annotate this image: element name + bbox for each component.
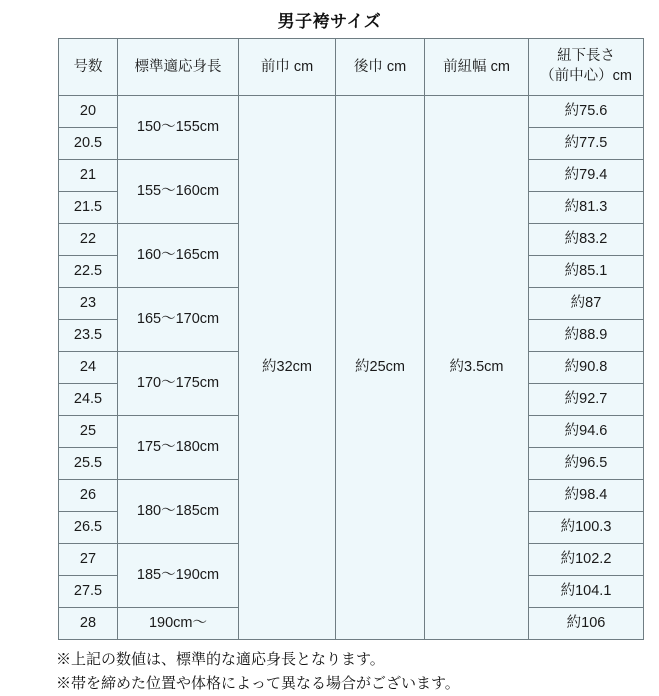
cell-size-number: 22 [59, 224, 118, 256]
cell-size-number: 24 [59, 352, 118, 384]
cell-standard-height: 165〜170cm [118, 288, 239, 352]
cell-size-number: 27.5 [59, 576, 118, 608]
table-row [59, 96, 644, 128]
cell-standard-height: 155〜160cm [118, 160, 239, 224]
cell-standard-height: 150〜155cm [118, 96, 239, 160]
cell-under-cord-length: 約81.3 [529, 192, 644, 224]
cell-size-number: 23 [59, 288, 118, 320]
cell-under-cord-length: 約104.1 [529, 576, 644, 608]
cell-size-number: 26 [59, 480, 118, 512]
column-header-under-cord-length [529, 39, 644, 96]
note-line-1: ※上記の数値は、標準的な適応身長となります。 [56, 651, 385, 668]
cell-standard-height: 170〜175cm [118, 352, 239, 416]
cell-standard-height: 185〜190cm [118, 544, 239, 608]
note-line-2: ※帯を締めた位置や体格によって異なる場合がございます。 [56, 675, 460, 692]
cell-standard-height: 160〜165cm [118, 224, 239, 288]
column-header-front-cord-width: 前紐幅 cm [425, 39, 529, 96]
cell-size-number: 25 [59, 416, 118, 448]
cell-size-number: 28 [59, 608, 118, 640]
cell-under-cord-length: 約79.4 [529, 160, 644, 192]
page-title: 男子袴サイズ [277, 12, 382, 31]
column-header-back-width: 後巾 cm [336, 39, 425, 96]
cell-size-number: 23.5 [59, 320, 118, 352]
cell-size-number: 20.5 [59, 128, 118, 160]
cell-under-cord-length: 約92.7 [529, 384, 644, 416]
size-table-container [0, 38, 659, 640]
cell-size-number: 22.5 [59, 256, 118, 288]
cell-under-cord-length: 約88.9 [529, 320, 644, 352]
cell-front-width: 約32cm [239, 96, 336, 640]
table-body [59, 96, 644, 640]
cell-size-number: 24.5 [59, 384, 118, 416]
cell-size-number: 25.5 [59, 448, 118, 480]
cell-under-cord-length: 約102.2 [529, 544, 644, 576]
cell-under-cord-length: 約94.6 [529, 416, 644, 448]
cell-under-cord-length: 約75.6 [529, 96, 644, 128]
cell-under-cord-length: 約83.2 [529, 224, 644, 256]
cell-under-cord-length: 約96.5 [529, 448, 644, 480]
cell-under-cord-length: 約98.4 [529, 480, 644, 512]
cell-under-cord-length: 約87 [529, 288, 644, 320]
table-header [59, 39, 644, 96]
cell-under-cord-length: 約100.3 [529, 512, 644, 544]
cell-under-cord-length: 約85.1 [529, 256, 644, 288]
hakama-size-table [58, 38, 644, 640]
column-header-standard-height: 標準適応身長 [118, 39, 239, 96]
cell-under-cord-length: 約77.5 [529, 128, 644, 160]
cell-size-number: 27 [59, 544, 118, 576]
cell-size-number: 26.5 [59, 512, 118, 544]
cell-under-cord-length: 約90.8 [529, 352, 644, 384]
column-header-size-number: 号数 [59, 39, 118, 96]
cell-standard-height: 190cm〜 [118, 608, 239, 640]
cell-size-number: 21 [59, 160, 118, 192]
cell-under-cord-length: 約106 [529, 608, 644, 640]
notes-section [0, 640, 659, 696]
table-header-row [59, 39, 644, 96]
column-header-under-cord-length-line1: 紐下長さ [557, 48, 615, 65]
cell-standard-height: 180〜185cm [118, 480, 239, 544]
cell-standard-height: 175〜180cm [118, 416, 239, 480]
cell-size-number: 21.5 [59, 192, 118, 224]
column-header-under-cord-length-line2: （前中心）cm [540, 68, 632, 84]
cell-front-cord-width: 約3.5cm [425, 96, 529, 640]
cell-back-width: 約25cm [336, 96, 425, 640]
column-header-front-width: 前巾 cm [239, 39, 336, 96]
cell-size-number: 20 [59, 96, 118, 128]
